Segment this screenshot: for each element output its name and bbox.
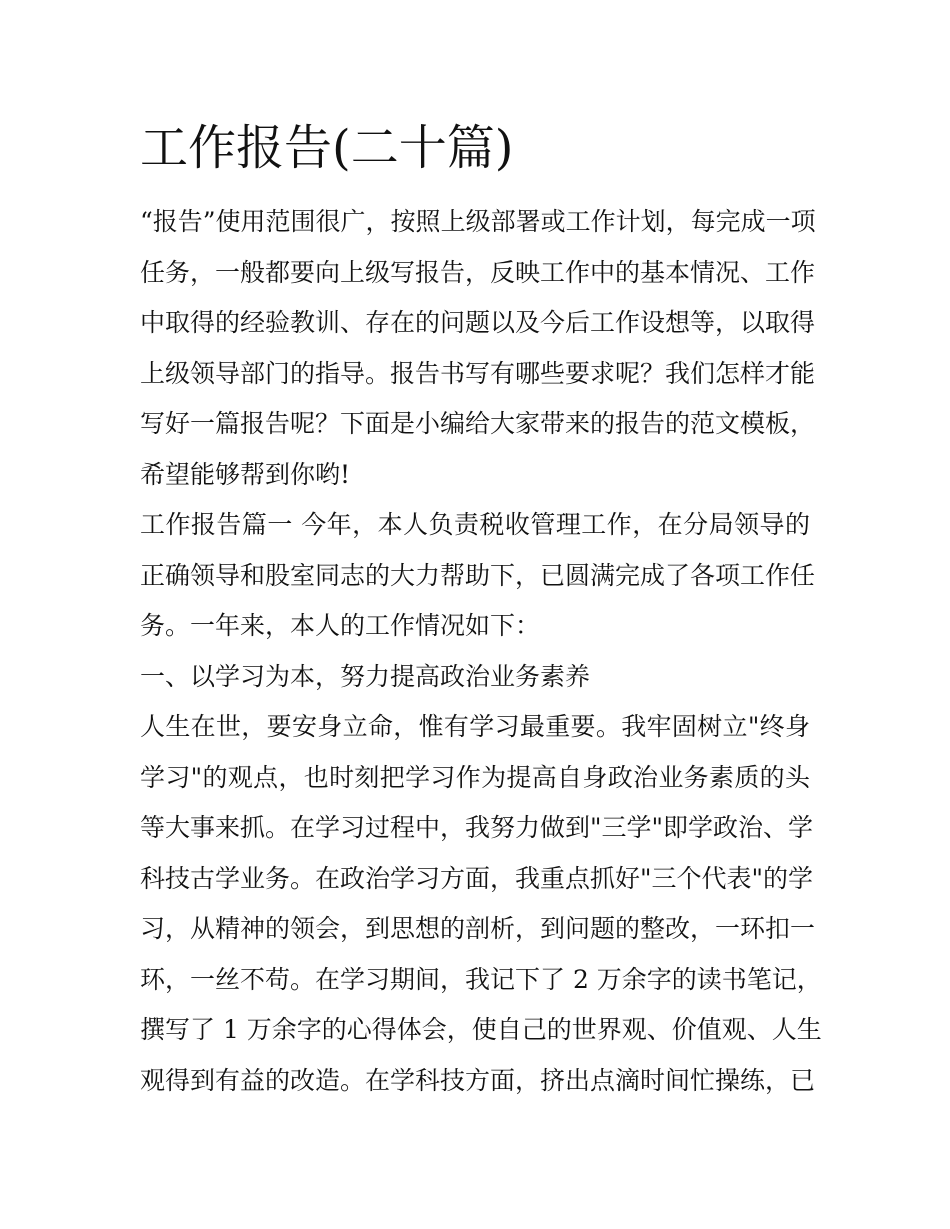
- body-line: 习，从精神的领会，到思想的剖析，到问题的整改，一环扣一: [140, 914, 816, 943]
- body-line: 等大事来抓。在学习过程中，我努力做到"三学"即学政治、学: [140, 813, 814, 842]
- body-line: 务。一年来，本人的工作情况如下：: [140, 611, 541, 640]
- body-line: 写好一篇报告呢？下面是小编给大家带来的报告的范文模板，: [140, 409, 816, 438]
- body-line: 环，一丝不苟。在学习期间，我记下了 2 万余字的读书笔记，: [140, 964, 822, 994]
- body-line: 工作报告篇一 今年，本人负责税收管理工作，在分局领导的: [140, 510, 810, 539]
- body-line: 中取得的经验教训、存在的问题以及今后工作设想等，以取得: [140, 308, 816, 337]
- body-line: 观得到有益的改造。在学科技方面，挤出点滴时间忙操练，已: [140, 1065, 816, 1095]
- body-line: 撰写了 1 万余字的心得体会，使自己的世界观、价值观、人生: [140, 1015, 822, 1044]
- document-title: 工作报告(二十篇): [140, 120, 514, 176]
- body-line: 学习"的观点，也时刻把学习作为提高自身政治业务素质的头: [140, 762, 810, 792]
- body-line: “报告”使用范围很广，按照上级部署或工作计划，每完成一项: [140, 207, 816, 236]
- body-line: 希望能够帮到你哟!: [140, 459, 351, 489]
- body-line: 正确领导和股室同志的大力帮助下，已圆满完成了各项工作任: [140, 560, 816, 590]
- body-line: 任务，一般都要向上级写报告，反映工作中的基本情况、工作: [140, 257, 816, 287]
- body-line: 人生在世，要安身立命，惟有学习最重要。我牢固树立"终身: [140, 712, 810, 741]
- body-line: 科技古学业务。在政治学习方面，我重点抓好"三个代表"的学: [140, 863, 814, 893]
- body-line: 上级领导部门的指导。报告书写有哪些要求呢？我们怎样才能: [140, 358, 816, 388]
- document-body: [140, 197, 822, 1106]
- section-heading: 一、以学习为本，努力提高政治业务素养: [140, 661, 591, 691]
